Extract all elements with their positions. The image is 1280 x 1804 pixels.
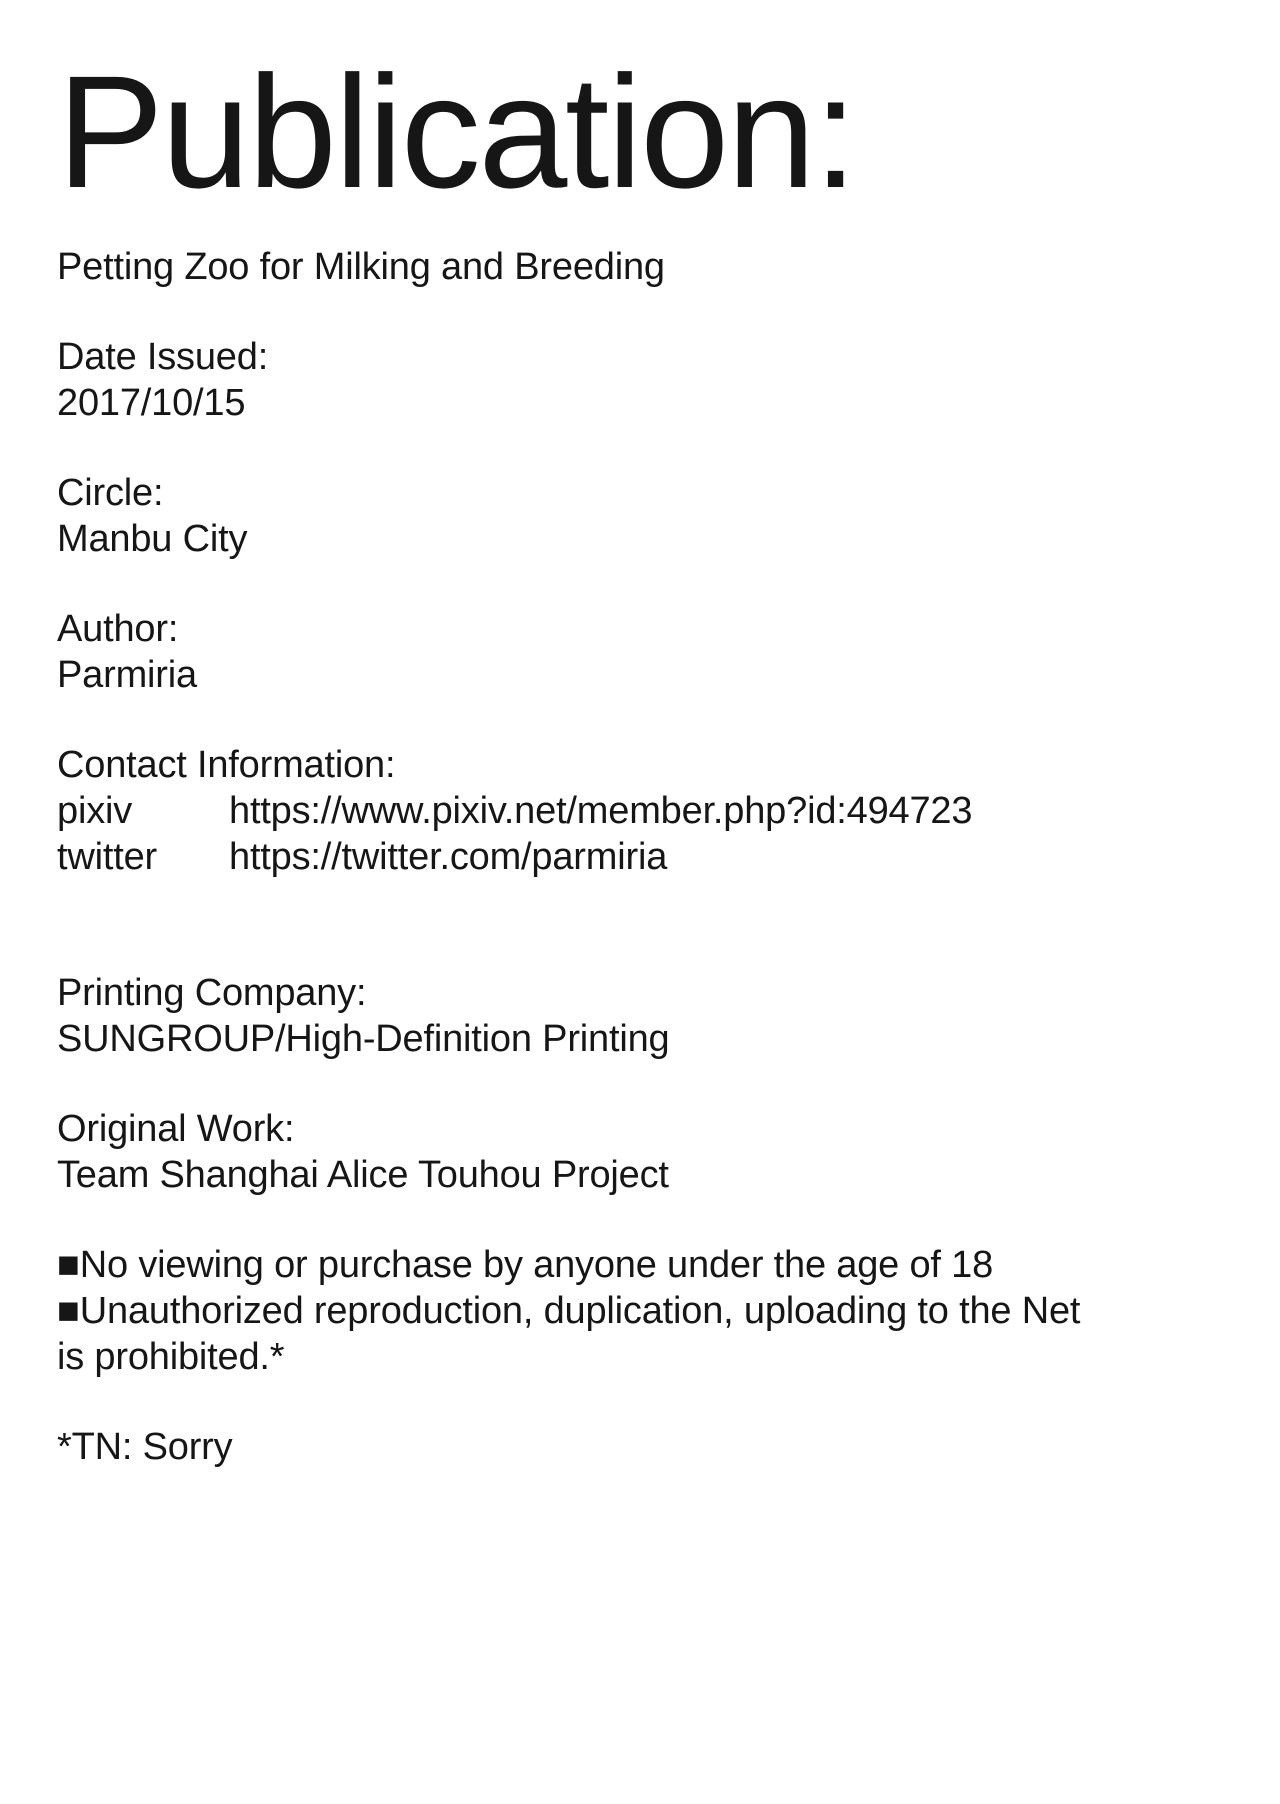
contact-row-twitter [57, 834, 1223, 880]
contact-label: Contact Information: [57, 744, 396, 786]
field-circle [57, 470, 1223, 562]
field-value: Team Shanghai Alice Touhou Project [57, 1154, 669, 1196]
book-title: Petting Zoo for Milking and Breeding [57, 246, 665, 288]
contact-service-name: pixiv [57, 790, 133, 832]
contact-row-pixiv [57, 788, 1223, 834]
field-author [57, 606, 1223, 698]
contact-url: https://www.pixiv.net/member.php?id:494723 [229, 790, 973, 832]
page-title: Publication: [57, 42, 856, 221]
contact-url: https://twitter.com/parmiria [229, 836, 668, 878]
field-value: Manbu City [57, 518, 248, 560]
field-label: Author: [57, 608, 179, 650]
notice-no-reproduction [57, 1288, 1117, 1380]
translator-note: *TN: Sorry [57, 1426, 233, 1468]
field-value: SUNGROUP/High-Definition Printing [57, 1018, 670, 1060]
notice-age-restriction [57, 1242, 1117, 1288]
field-label: Original Work: [57, 1108, 295, 1150]
notice-text: No viewing or purchase by anyone under the age of 18 [79, 1244, 994, 1286]
contact-service-name: twitter [57, 836, 158, 878]
black-square-bullet: ■ [57, 1290, 80, 1332]
field-label: Circle: [57, 472, 164, 514]
legal-notices [57, 1242, 1117, 1380]
field-value: Parmiria [57, 654, 197, 696]
field-printing-company [57, 970, 1223, 1062]
notice-text: Unauthorized reproduction, duplication, uploading to the Net is prohibited.* [57, 1290, 1081, 1378]
field-label: Printing Company: [57, 972, 367, 1014]
field-value: 2017/10/15 [57, 382, 246, 424]
field-original-work [57, 1106, 1223, 1198]
black-square-bullet: ■ [57, 1244, 80, 1286]
field-label: Date Issued: [57, 336, 269, 378]
contact-section [57, 742, 1223, 880]
field-date-issued [57, 334, 1223, 426]
